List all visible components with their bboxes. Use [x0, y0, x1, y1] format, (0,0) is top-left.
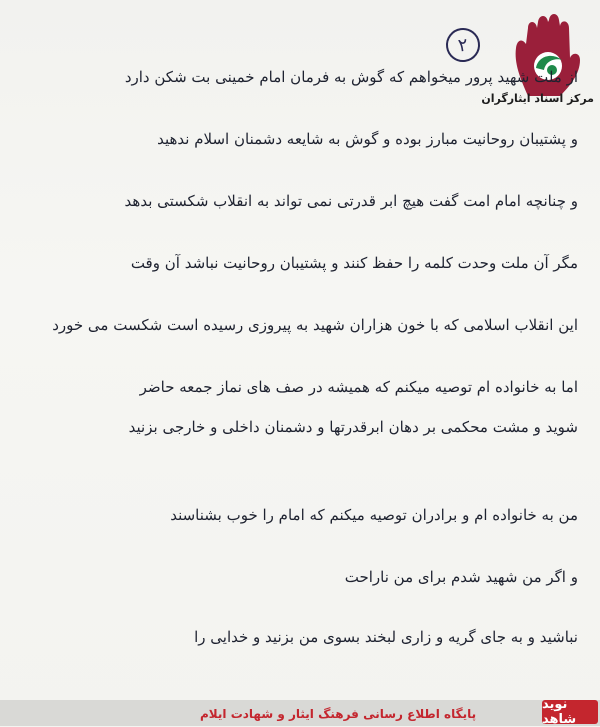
letter-line: من به خانواده ام و برادران توصیه میکنم که امام را خوب بشناسند: [170, 506, 578, 524]
letter-line: اما به خانواده ام توصیه میکنم که همیشه در صف های نماز جمعه حاضر: [139, 378, 578, 396]
letter-line: و چنانچه امام امت گفت هیچ ابر قدرتی نمی تواند به انقلاب شکستی بدهد: [124, 192, 578, 210]
logo-label: مرکز اسناد ایثارگران: [481, 92, 594, 105]
letter-line: نباشید و به جای گریه و زاری لبخند بسوی من بزنید و خدایی را: [194, 628, 578, 646]
letter-line: و پشتیبان روحانیت مبارز بوده و گوش به شایعه دشمنان اسلام ندهید: [157, 130, 578, 148]
letter-line: این انقلاب اسلامی که با خون هزاران شهید به پیروزی رسیده است شکست می خورد: [52, 316, 578, 334]
footer-badge: نوید شاهد: [542, 700, 598, 724]
page-number: ۲: [444, 26, 482, 64]
letter-line: و اگر من شهید شدم برای من ناراحت: [344, 568, 578, 586]
letter-line: از ملت شهید پرور میخواهم که گوش به فرمان امام خمینی بت شکن دارد: [124, 68, 578, 86]
letter-line: شوید و مشت محکمی بر دهان ابرقدرتها و دشمنان داخلی و خارجی بزنید: [128, 418, 578, 436]
footer-site-text: پایگاه اطلاع رسانی فرهنگ ایثار و شهادت ایلام: [200, 707, 477, 721]
letter-line: مگر آن ملت وحدت کلمه را حفظ کنند و پشتیبان روحانیت نباشد آن وقت: [130, 254, 578, 272]
